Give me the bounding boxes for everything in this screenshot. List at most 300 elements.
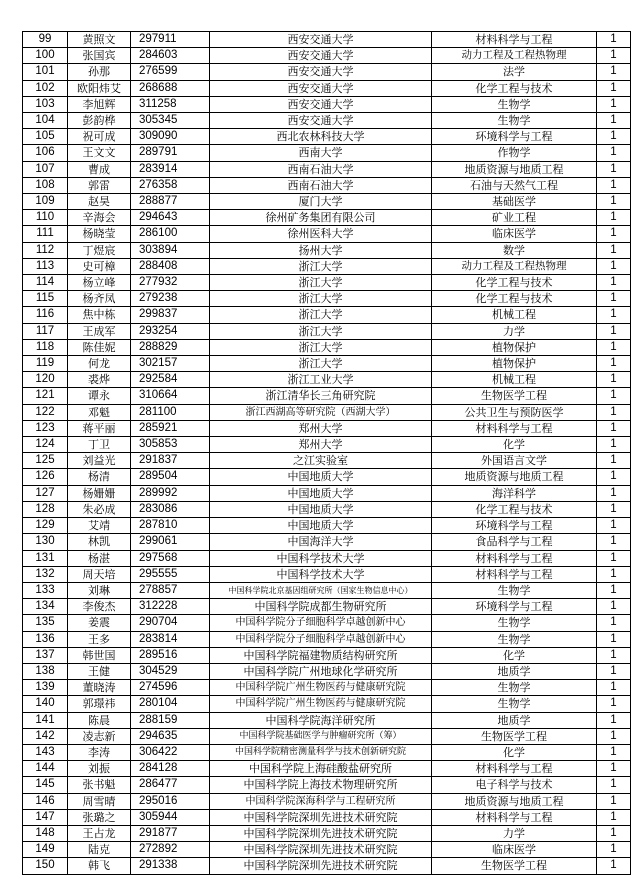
organization-cell: 中国科学院广州生物医药与健康研究院 bbox=[210, 696, 432, 712]
organization-cell: 中国地质大学 bbox=[210, 501, 432, 517]
row-index-cell: 121 bbox=[23, 388, 68, 404]
count-cell: 1 bbox=[597, 501, 631, 517]
record-id-cell: 286477 bbox=[131, 777, 210, 793]
discipline-cell: 力学 bbox=[432, 323, 597, 339]
table-row bbox=[23, 550, 631, 566]
record-id-cell: 297568 bbox=[131, 550, 210, 566]
organization-cell: 西安交通大学 bbox=[210, 113, 432, 129]
row-index-cell: 134 bbox=[23, 599, 68, 615]
record-id-cell: 289504 bbox=[131, 469, 210, 485]
organization-cell: 之江实验室 bbox=[210, 453, 432, 469]
count-cell: 1 bbox=[597, 518, 631, 534]
discipline-cell: 生物学 bbox=[432, 113, 597, 129]
count-cell: 1 bbox=[597, 161, 631, 177]
record-id-cell: 276358 bbox=[131, 177, 210, 193]
count-cell: 1 bbox=[597, 825, 631, 841]
row-index-cell: 114 bbox=[23, 275, 68, 291]
record-id-cell: 291338 bbox=[131, 858, 210, 874]
record-id-cell: 283086 bbox=[131, 501, 210, 517]
count-cell: 1 bbox=[597, 258, 631, 274]
discipline-cell: 地质资源与地质工程 bbox=[432, 469, 597, 485]
row-index-cell: 102 bbox=[23, 80, 68, 96]
record-id-cell: 294635 bbox=[131, 728, 210, 744]
record-id-cell: 291877 bbox=[131, 825, 210, 841]
discipline-cell: 地质资源与地质工程 bbox=[432, 161, 597, 177]
discipline-cell: 材料科学与工程 bbox=[432, 566, 597, 582]
organization-cell: 浙江清华长三角研究院 bbox=[210, 388, 432, 404]
record-id-cell: 277932 bbox=[131, 275, 210, 291]
organization-cell: 浙江大学 bbox=[210, 307, 432, 323]
record-id-cell: 290704 bbox=[131, 615, 210, 631]
row-index-cell: 129 bbox=[23, 518, 68, 534]
person-name-cell: 陆克 bbox=[68, 842, 131, 858]
discipline-cell: 临床医学 bbox=[432, 226, 597, 242]
count-cell: 1 bbox=[597, 64, 631, 80]
table-row bbox=[23, 145, 631, 161]
row-index-cell: 118 bbox=[23, 339, 68, 355]
person-name-cell: 蒋平丽 bbox=[68, 420, 131, 436]
count-cell: 1 bbox=[597, 469, 631, 485]
organization-cell: 中国科学院北京基因组研究所（国家生物信息中心） bbox=[210, 582, 432, 598]
record-id-cell: 310664 bbox=[131, 388, 210, 404]
row-index-cell: 112 bbox=[23, 242, 68, 258]
table-row bbox=[23, 177, 631, 193]
organization-cell: 徐州医科大学 bbox=[210, 226, 432, 242]
row-index-cell: 131 bbox=[23, 550, 68, 566]
count-cell: 1 bbox=[597, 809, 631, 825]
table-body bbox=[23, 32, 631, 875]
discipline-cell: 生物医学工程 bbox=[432, 858, 597, 874]
record-id-cell: 311258 bbox=[131, 96, 210, 112]
count-cell: 1 bbox=[597, 777, 631, 793]
organization-cell: 西安交通大学 bbox=[210, 64, 432, 80]
table-row bbox=[23, 777, 631, 793]
discipline-cell: 生物学 bbox=[432, 582, 597, 598]
person-name-cell: 陈晨 bbox=[68, 712, 131, 728]
row-index-cell: 132 bbox=[23, 566, 68, 582]
row-index-cell: 140 bbox=[23, 696, 68, 712]
discipline-cell: 临床医学 bbox=[432, 842, 597, 858]
person-name-cell: 谭永 bbox=[68, 388, 131, 404]
row-index-cell: 150 bbox=[23, 858, 68, 874]
person-name-cell: 史可樟 bbox=[68, 258, 131, 274]
record-id-cell: 295555 bbox=[131, 566, 210, 582]
discipline-cell: 材料科学与工程 bbox=[432, 420, 597, 436]
person-name-cell: 王文文 bbox=[68, 145, 131, 161]
discipline-cell: 公共卫生与预防医学 bbox=[432, 404, 597, 420]
person-name-cell: 辛海会 bbox=[68, 210, 131, 226]
record-id-cell: 294643 bbox=[131, 210, 210, 226]
person-name-cell: 张璐之 bbox=[68, 809, 131, 825]
person-name-cell: 凌志新 bbox=[68, 728, 131, 744]
organization-cell: 徐州矿务集团有限公司 bbox=[210, 210, 432, 226]
person-name-cell: 王健 bbox=[68, 663, 131, 679]
discipline-cell: 材料科学与工程 bbox=[432, 32, 597, 48]
record-id-cell: 289791 bbox=[131, 145, 210, 161]
count-cell: 1 bbox=[597, 356, 631, 372]
record-id-cell: 303894 bbox=[131, 242, 210, 258]
row-index-cell: 135 bbox=[23, 615, 68, 631]
count-cell: 1 bbox=[597, 113, 631, 129]
person-name-cell: 杨晓莹 bbox=[68, 226, 131, 242]
person-name-cell: 欧阳炜艾 bbox=[68, 80, 131, 96]
organization-cell: 中国科学院成都生物研究所 bbox=[210, 599, 432, 615]
table-row bbox=[23, 339, 631, 355]
count-cell: 1 bbox=[597, 647, 631, 663]
table-row bbox=[23, 48, 631, 64]
organization-cell: 郑州大学 bbox=[210, 420, 432, 436]
count-cell: 1 bbox=[597, 744, 631, 760]
person-name-cell: 李旭辉 bbox=[68, 96, 131, 112]
count-cell: 1 bbox=[597, 550, 631, 566]
row-index-cell: 100 bbox=[23, 48, 68, 64]
row-index-cell: 148 bbox=[23, 825, 68, 841]
record-id-cell: 291837 bbox=[131, 453, 210, 469]
organization-cell: 扬州大学 bbox=[210, 242, 432, 258]
count-cell: 1 bbox=[597, 275, 631, 291]
table-row bbox=[23, 712, 631, 728]
organization-cell: 中国地质大学 bbox=[210, 469, 432, 485]
count-cell: 1 bbox=[597, 680, 631, 696]
table-row bbox=[23, 518, 631, 534]
row-index-cell: 117 bbox=[23, 323, 68, 339]
table-row bbox=[23, 501, 631, 517]
record-id-cell: 288408 bbox=[131, 258, 210, 274]
discipline-cell: 生物医学工程 bbox=[432, 728, 597, 744]
row-index-cell: 110 bbox=[23, 210, 68, 226]
record-id-cell: 284128 bbox=[131, 761, 210, 777]
table-row bbox=[23, 275, 631, 291]
organization-cell: 浙江大学 bbox=[210, 323, 432, 339]
record-id-cell: 309090 bbox=[131, 129, 210, 145]
organization-cell: 中国科学院深圳先进技术研究院 bbox=[210, 858, 432, 874]
person-name-cell: 韩世国 bbox=[68, 647, 131, 663]
count-cell: 1 bbox=[597, 242, 631, 258]
discipline-cell: 材料科学与工程 bbox=[432, 761, 597, 777]
record-id-cell: 299837 bbox=[131, 307, 210, 323]
row-index-cell: 136 bbox=[23, 631, 68, 647]
row-index-cell: 143 bbox=[23, 744, 68, 760]
table-row bbox=[23, 323, 631, 339]
count-cell: 1 bbox=[597, 582, 631, 598]
person-name-cell: 彭韵桦 bbox=[68, 113, 131, 129]
organization-cell: 中国科学院基础医学与肿瘤研究所（筹） bbox=[210, 728, 432, 744]
organization-cell: 西安交通大学 bbox=[210, 48, 432, 64]
organization-cell: 浙江大学 bbox=[210, 339, 432, 355]
discipline-cell: 环境科学与工程 bbox=[432, 599, 597, 615]
organization-cell: 中国科学院分子细胞科学卓越创新中心 bbox=[210, 615, 432, 631]
count-cell: 1 bbox=[597, 210, 631, 226]
table-row bbox=[23, 307, 631, 323]
row-index-cell: 105 bbox=[23, 129, 68, 145]
record-id-cell: 286100 bbox=[131, 226, 210, 242]
discipline-cell: 化学工程与技术 bbox=[432, 291, 597, 307]
person-name-cell: 林凯 bbox=[68, 534, 131, 550]
table-row bbox=[23, 129, 631, 145]
organization-cell: 中国科学院分子细胞科学卓越创新中心 bbox=[210, 631, 432, 647]
person-name-cell: 焦中栋 bbox=[68, 307, 131, 323]
discipline-cell: 生物学 bbox=[432, 631, 597, 647]
count-cell: 1 bbox=[597, 80, 631, 96]
record-id-cell: 279238 bbox=[131, 291, 210, 307]
discipline-cell: 化学 bbox=[432, 647, 597, 663]
count-cell: 1 bbox=[597, 615, 631, 631]
person-name-cell: 张国宾 bbox=[68, 48, 131, 64]
organization-cell: 浙江大学 bbox=[210, 275, 432, 291]
record-id-cell: 305944 bbox=[131, 809, 210, 825]
discipline-cell: 生物学 bbox=[432, 615, 597, 631]
person-name-cell: 郭璟祎 bbox=[68, 696, 131, 712]
count-cell: 1 bbox=[597, 307, 631, 323]
person-name-cell: 何龙 bbox=[68, 356, 131, 372]
row-index-cell: 113 bbox=[23, 258, 68, 274]
person-name-cell: 丁煜宸 bbox=[68, 242, 131, 258]
table-row bbox=[23, 80, 631, 96]
row-index-cell: 123 bbox=[23, 420, 68, 436]
row-index-cell: 101 bbox=[23, 64, 68, 80]
row-index-cell: 137 bbox=[23, 647, 68, 663]
discipline-cell: 生物学 bbox=[432, 696, 597, 712]
count-cell: 1 bbox=[597, 404, 631, 420]
table-row bbox=[23, 761, 631, 777]
table-row bbox=[23, 64, 631, 80]
organization-cell: 中国科学院深圳先进技术研究院 bbox=[210, 809, 432, 825]
table-row bbox=[23, 663, 631, 679]
discipline-cell: 机械工程 bbox=[432, 307, 597, 323]
table-row bbox=[23, 566, 631, 582]
organization-cell: 浙江工业大学 bbox=[210, 372, 432, 388]
discipline-cell: 基础医学 bbox=[432, 194, 597, 210]
organization-cell: 中国科学院上海硅酸盐研究所 bbox=[210, 761, 432, 777]
discipline-cell: 动力工程及工程热物理 bbox=[432, 258, 597, 274]
row-index-cell: 103 bbox=[23, 96, 68, 112]
row-index-cell: 127 bbox=[23, 485, 68, 501]
person-name-cell: 朱必成 bbox=[68, 501, 131, 517]
row-index-cell: 106 bbox=[23, 145, 68, 161]
count-cell: 1 bbox=[597, 485, 631, 501]
table-row bbox=[23, 161, 631, 177]
person-name-cell: 王成军 bbox=[68, 323, 131, 339]
data-table bbox=[22, 31, 631, 875]
organization-cell: 中国地质大学 bbox=[210, 485, 432, 501]
discipline-cell: 力学 bbox=[432, 825, 597, 841]
count-cell: 1 bbox=[597, 534, 631, 550]
person-name-cell: 王多 bbox=[68, 631, 131, 647]
count-cell: 1 bbox=[597, 631, 631, 647]
row-index-cell: 139 bbox=[23, 680, 68, 696]
organization-cell: 西北农林科技大学 bbox=[210, 129, 432, 145]
discipline-cell: 环境科学与工程 bbox=[432, 518, 597, 534]
person-name-cell: 陈佳妮 bbox=[68, 339, 131, 355]
record-id-cell: 287810 bbox=[131, 518, 210, 534]
row-index-cell: 107 bbox=[23, 161, 68, 177]
row-index-cell: 130 bbox=[23, 534, 68, 550]
record-id-cell: 285921 bbox=[131, 420, 210, 436]
row-index-cell: 146 bbox=[23, 793, 68, 809]
organization-cell: 中国科学院福建物质结构研究所 bbox=[210, 647, 432, 663]
organization-cell: 中国科学院深圳先进技术研究院 bbox=[210, 825, 432, 841]
discipline-cell: 植物保护 bbox=[432, 339, 597, 355]
record-id-cell: 288829 bbox=[131, 339, 210, 355]
record-id-cell: 293254 bbox=[131, 323, 210, 339]
organization-cell: 中国海洋大学 bbox=[210, 534, 432, 550]
row-index-cell: 120 bbox=[23, 372, 68, 388]
count-cell: 1 bbox=[597, 437, 631, 453]
table-row bbox=[23, 113, 631, 129]
organization-cell: 浙江大学 bbox=[210, 356, 432, 372]
count-cell: 1 bbox=[597, 842, 631, 858]
table-row bbox=[23, 210, 631, 226]
count-cell: 1 bbox=[597, 177, 631, 193]
count-cell: 1 bbox=[597, 663, 631, 679]
table-row bbox=[23, 388, 631, 404]
table-row bbox=[23, 728, 631, 744]
count-cell: 1 bbox=[597, 712, 631, 728]
organization-cell: 浙江大学 bbox=[210, 291, 432, 307]
table-row bbox=[23, 469, 631, 485]
organization-cell: 西南石油大学 bbox=[210, 177, 432, 193]
count-cell: 1 bbox=[597, 761, 631, 777]
person-name-cell: 杨清 bbox=[68, 469, 131, 485]
table-row bbox=[23, 858, 631, 874]
organization-cell: 浙江西湖高等研究院（西湖大学） bbox=[210, 404, 432, 420]
organization-cell: 中国科学技术大学 bbox=[210, 550, 432, 566]
organization-cell: 西安交通大学 bbox=[210, 32, 432, 48]
table-row bbox=[23, 194, 631, 210]
table-row bbox=[23, 680, 631, 696]
record-id-cell: 305853 bbox=[131, 437, 210, 453]
discipline-cell: 法学 bbox=[432, 64, 597, 80]
person-name-cell: 杨姗姗 bbox=[68, 485, 131, 501]
row-index-cell: 125 bbox=[23, 453, 68, 469]
discipline-cell: 外国语言文学 bbox=[432, 453, 597, 469]
row-index-cell: 145 bbox=[23, 777, 68, 793]
record-id-cell: 278857 bbox=[131, 582, 210, 598]
row-index-cell: 147 bbox=[23, 809, 68, 825]
row-index-cell: 141 bbox=[23, 712, 68, 728]
record-id-cell: 274596 bbox=[131, 680, 210, 696]
row-index-cell: 126 bbox=[23, 469, 68, 485]
record-id-cell: 272892 bbox=[131, 842, 210, 858]
record-id-cell: 276599 bbox=[131, 64, 210, 80]
table-row bbox=[23, 809, 631, 825]
person-name-cell: 丁卫 bbox=[68, 437, 131, 453]
count-cell: 1 bbox=[597, 226, 631, 242]
record-id-cell: 295016 bbox=[131, 793, 210, 809]
table-row bbox=[23, 744, 631, 760]
record-id-cell: 302157 bbox=[131, 356, 210, 372]
row-index-cell: 128 bbox=[23, 501, 68, 517]
count-cell: 1 bbox=[597, 372, 631, 388]
person-name-cell: 艾靖 bbox=[68, 518, 131, 534]
discipline-cell: 化学 bbox=[432, 744, 597, 760]
discipline-cell: 环境科学与工程 bbox=[432, 129, 597, 145]
organization-cell: 郑州大学 bbox=[210, 437, 432, 453]
row-index-cell: 124 bbox=[23, 437, 68, 453]
record-id-cell: 304529 bbox=[131, 663, 210, 679]
record-id-cell: 281100 bbox=[131, 404, 210, 420]
table-row bbox=[23, 437, 631, 453]
table-row bbox=[23, 696, 631, 712]
count-cell: 1 bbox=[597, 420, 631, 436]
table-row bbox=[23, 258, 631, 274]
person-name-cell: 韩飞 bbox=[68, 858, 131, 874]
person-name-cell: 杨齐凤 bbox=[68, 291, 131, 307]
count-cell: 1 bbox=[597, 32, 631, 48]
count-cell: 1 bbox=[597, 858, 631, 874]
person-name-cell: 李涛 bbox=[68, 744, 131, 760]
discipline-cell: 数学 bbox=[432, 242, 597, 258]
count-cell: 1 bbox=[597, 145, 631, 161]
person-name-cell: 裘烨 bbox=[68, 372, 131, 388]
person-name-cell: 曹成 bbox=[68, 161, 131, 177]
person-name-cell: 邓魁 bbox=[68, 404, 131, 420]
organization-cell: 中国科学院海洋研究所 bbox=[210, 712, 432, 728]
row-index-cell: 142 bbox=[23, 728, 68, 744]
record-id-cell: 292584 bbox=[131, 372, 210, 388]
count-cell: 1 bbox=[597, 129, 631, 145]
row-index-cell: 99 bbox=[23, 32, 68, 48]
discipline-cell: 材料科学与工程 bbox=[432, 809, 597, 825]
table-row bbox=[23, 356, 631, 372]
record-id-cell: 288877 bbox=[131, 194, 210, 210]
row-index-cell: 115 bbox=[23, 291, 68, 307]
person-name-cell: 杨湛 bbox=[68, 550, 131, 566]
count-cell: 1 bbox=[597, 323, 631, 339]
record-id-cell: 288159 bbox=[131, 712, 210, 728]
row-index-cell: 122 bbox=[23, 404, 68, 420]
record-id-cell: 289516 bbox=[131, 647, 210, 663]
person-name-cell: 周雪晴 bbox=[68, 793, 131, 809]
discipline-cell: 化学 bbox=[432, 437, 597, 453]
person-name-cell: 祝可成 bbox=[68, 129, 131, 145]
count-cell: 1 bbox=[597, 388, 631, 404]
discipline-cell: 地质学 bbox=[432, 712, 597, 728]
person-name-cell: 刘琳 bbox=[68, 582, 131, 598]
table-row bbox=[23, 825, 631, 841]
record-id-cell: 299061 bbox=[131, 534, 210, 550]
count-cell: 1 bbox=[597, 696, 631, 712]
record-id-cell: 306422 bbox=[131, 744, 210, 760]
organization-cell: 中国科学院深海科学与工程研究所 bbox=[210, 793, 432, 809]
discipline-cell: 地质学 bbox=[432, 663, 597, 679]
discipline-cell: 海洋科学 bbox=[432, 485, 597, 501]
table-row bbox=[23, 96, 631, 112]
table-row bbox=[23, 647, 631, 663]
organization-cell: 西安交通大学 bbox=[210, 80, 432, 96]
organization-cell: 中国地质大学 bbox=[210, 518, 432, 534]
organization-cell: 中国科学技术大学 bbox=[210, 566, 432, 582]
count-cell: 1 bbox=[597, 566, 631, 582]
organization-cell: 西安交通大学 bbox=[210, 96, 432, 112]
discipline-cell: 电子科学与技术 bbox=[432, 777, 597, 793]
organization-cell: 中国科学院广州生物医药与健康研究院 bbox=[210, 680, 432, 696]
person-name-cell: 王占龙 bbox=[68, 825, 131, 841]
row-index-cell: 138 bbox=[23, 663, 68, 679]
discipline-cell: 地质资源与地质工程 bbox=[432, 793, 597, 809]
person-name-cell: 赵昊 bbox=[68, 194, 131, 210]
person-name-cell: 张书魁 bbox=[68, 777, 131, 793]
record-id-cell: 283814 bbox=[131, 631, 210, 647]
table-row bbox=[23, 226, 631, 242]
person-name-cell: 李俊杰 bbox=[68, 599, 131, 615]
count-cell: 1 bbox=[597, 339, 631, 355]
record-id-cell: 297911 bbox=[131, 32, 210, 48]
row-index-cell: 104 bbox=[23, 113, 68, 129]
record-id-cell: 289992 bbox=[131, 485, 210, 501]
row-index-cell: 116 bbox=[23, 307, 68, 323]
table-row bbox=[23, 842, 631, 858]
